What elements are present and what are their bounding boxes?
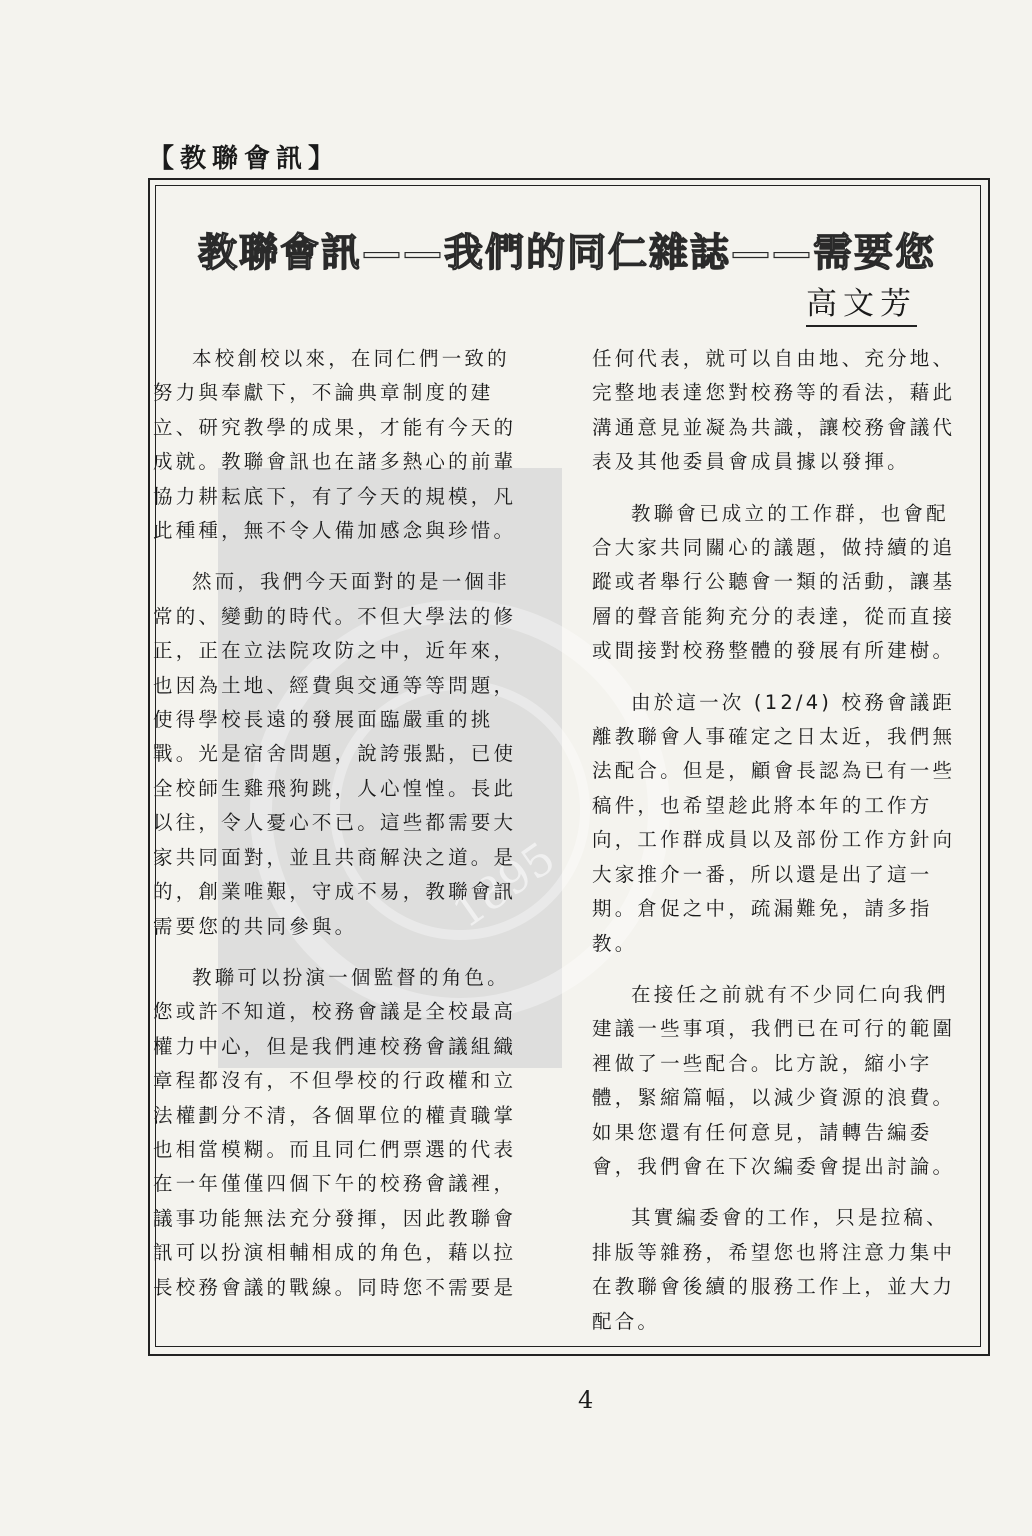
right-column bbox=[592, 342, 968, 1356]
paragraph: 教聯可以扮演一個監督的角色。您或許不知道，校務會議是全校最高權力中心，但是我們連校務會議組織章程都沒有，不但學校的行政權和立法權劃分不清，各個單位的權責職掌也相當模糊。而且同仁們票選的代表在一年僅僅四個下午的校務會議裡，議事功能無法充分發揮，因此教聯會訊可以扮演相輔相成的角色，藉以拉長校務會議的戰線。同時您不需要是 bbox=[153, 965, 517, 1299]
article-author: 高文芳 bbox=[806, 278, 917, 327]
paragraph-continued: 任何代表，就可以自由地、充分地、完整地表達您對校務等的看法，藉此溝通意見並凝為共識，讓校務會議代表及其他委員會成員據以發揮。 bbox=[592, 347, 956, 474]
page-number: 4 bbox=[578, 1386, 594, 1414]
section-label: 【教聯會訊】 bbox=[148, 144, 341, 174]
left-column bbox=[153, 342, 529, 1322]
watermark-year: 1895 bbox=[443, 832, 565, 939]
article-title: 教聯會訊——我們的同仁雜誌——需要您 bbox=[198, 231, 937, 276]
paragraph: 在接任之前就有不少同仁向我們建議一些事項，我們已在可行的範圍裡做了一些配合。比方說，縮小字體，緊縮篇幅，以減少資源的浪費。如果您還有任何意見，請轉告編委會，我們會在下次編委會提出討論。 bbox=[592, 982, 956, 1178]
paragraph: 然而，我們今天面對的是一個非常的、變動的時代。不但大學法的修正，正在立法院攻防之中，近年來，也因為土地、經費與交通等等問題，使得學校長遠的發展面臨嚴重的挑戰。光是宿舍問題，說誇張點，已使全校師生雞飛狗跳，人心惶惶。長此以往，令人憂心不已。這些都需要大家共同面對，並且共商解決之道。是的，創業唯艱，守成不易，教聯會訊需要您的共同參與。 bbox=[153, 570, 517, 938]
paragraph: 教聯會已成立的工作群，也會配合大家共同關心的議題，做持續的追蹤或者舉行公聽會一類的活動，讓基層的聲音能夠充分的表達，從而直接或間接對校務整體的發展有所建樹。 bbox=[592, 501, 956, 663]
paragraph: 由於這一次 (12/4) 校務會議距離教聯會人事確定之日太近，我們無法配合。但是，顧會長認為已有一些稿件，也希望趁此將本年的工作方向，工作群成員以及部份工作方針向大家推介一番，所以還是出了這一期。倉促之中，疏漏難免，請多指教。 bbox=[592, 690, 956, 955]
paragraph: 本校創校以來，在同仁們一致的努力與奉獻下，不論典章制度的建立、研究教學的成果，才能有今天的成就。教聯會訊也在諸多熱心的前輩協力耕耘底下，有了今天的規模，凡此種種，無不令人備加感念與珍惜。 bbox=[153, 347, 517, 543]
paragraph: 其實編委會的工作，只是拉稿、排版等雜務，希望您也將注意力集中在教聯會後續的服務工作上，並大力配合。 bbox=[592, 1206, 956, 1333]
